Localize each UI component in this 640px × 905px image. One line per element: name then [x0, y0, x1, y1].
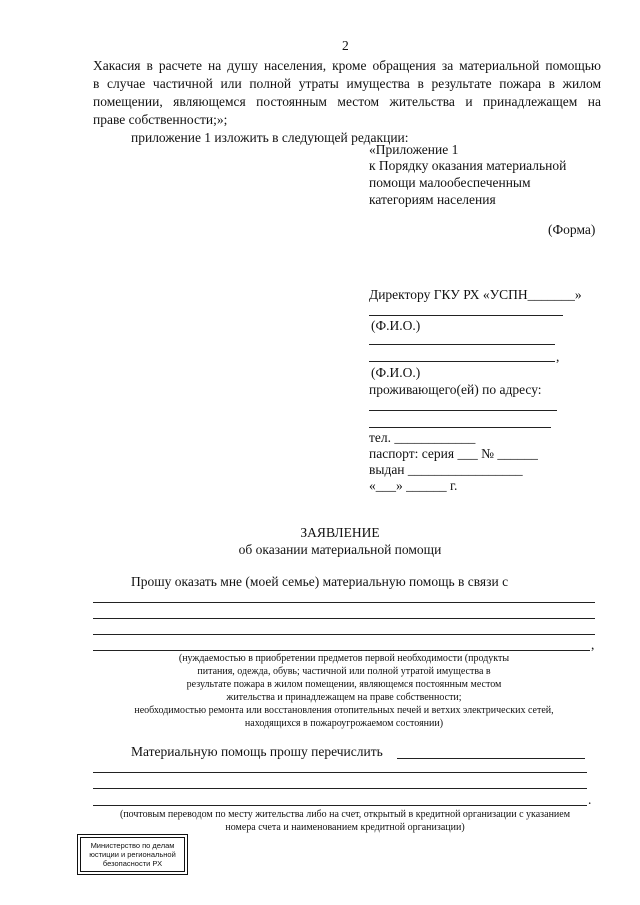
applicant-name-line-1[interactable]	[369, 344, 555, 345]
stamp-line-3: безопасности РХ	[102, 859, 163, 868]
appendix-line-4: категориям населения	[369, 192, 496, 207]
intro-line-1: Хакасия в расчете на душу населения, кроме обращения за материальной помощью	[93, 58, 601, 73]
issued-field[interactable]: выдан _________________	[369, 462, 523, 477]
date-field[interactable]: «___» ______ г.	[369, 478, 458, 493]
reason-comma: ,	[591, 637, 595, 652]
intro-line-3: помещении, являющемся постоянным местом жительства и принадлежащем на	[93, 94, 601, 109]
applicant-comma: ,	[556, 349, 560, 364]
note-line-4: жительства и принадлежащем на праве собственности;	[226, 692, 462, 703]
note-line-5: необходимостью ремонта или восстановления отопительных печей и ветхих электрических сетей,	[134, 705, 554, 716]
director-name-line[interactable]	[369, 315, 563, 316]
note-line-6: находящихся в пожароугрожаемом состоянии)	[244, 718, 444, 729]
address-line-2[interactable]	[369, 427, 551, 428]
transfer-line-1[interactable]	[93, 772, 587, 773]
reason-line-3[interactable]	[93, 634, 595, 635]
transfer-text: Материальную помощь прошу перечислить	[131, 744, 383, 759]
reason-line-1[interactable]	[93, 602, 595, 603]
appendix-line-1: «Приложение 1	[369, 142, 459, 157]
page-number: 2	[342, 38, 349, 53]
transfer-note-line-1: (почтовым переводом по месту жительства либо на счет, открытый в кредитной организации с указанием	[119, 809, 571, 820]
intro-line-5: приложение 1 изложить в следующей редакции:	[131, 130, 409, 145]
appendix-line-3: помощи малообеспеченным	[369, 175, 531, 190]
reason-line-4[interactable]	[93, 650, 590, 651]
note-line-3: результате пожара в жилом помещении, являющемся постоянным местом	[186, 679, 502, 690]
appendix-line-2: к Порядку оказания материальной	[369, 158, 567, 173]
applicant-name-line-2[interactable]	[369, 361, 555, 362]
stamp-line-1: Министерство по делам	[90, 841, 175, 850]
phone-field[interactable]: тел. ____________	[369, 430, 476, 445]
request-text: Прошу оказать мне (моей семье) материальную помощь в связи с	[131, 574, 509, 589]
statement-title: ЗАЯВЛЕНИЕ	[300, 525, 380, 540]
stamp-line-2: юстиции и региональной	[89, 850, 176, 859]
reason-line-2[interactable]	[93, 618, 595, 619]
statement-subtitle: об оказании материальной помощи	[238, 542, 442, 557]
intro-line-2: в случае частичной или полной утраты имущества в результате пожара в жилом	[93, 76, 601, 91]
transfer-dot: .	[588, 792, 592, 807]
note-line-2: питания, одежда, обувь; частичной или полной утратой имущества в	[197, 666, 491, 677]
director-line: Директору ГКУ РХ «УСПН_______»	[369, 287, 582, 302]
address-line-1[interactable]	[369, 410, 557, 411]
form-label: (Форма)	[548, 222, 596, 237]
residing-label: проживающего(ей) по адресу:	[369, 382, 542, 397]
transfer-line-0[interactable]	[397, 758, 585, 759]
intro-line-4: праве собственности;»;	[93, 112, 228, 127]
passport-field[interactable]: паспорт: серия ___ № ______	[369, 446, 538, 461]
ministry-stamp	[80, 837, 185, 872]
note-line-1: (нуждаемостью в приобретении предметов первой необходимости (продукты	[178, 653, 510, 664]
fio-label-1: (Ф.И.О.)	[371, 318, 421, 333]
transfer-line-2[interactable]	[93, 788, 587, 789]
transfer-note-line-2: номера счета и наименованием кредитной организации)	[225, 822, 465, 833]
transfer-line-3[interactable]	[93, 805, 587, 806]
fio-label-2: (Ф.И.О.)	[371, 365, 421, 380]
